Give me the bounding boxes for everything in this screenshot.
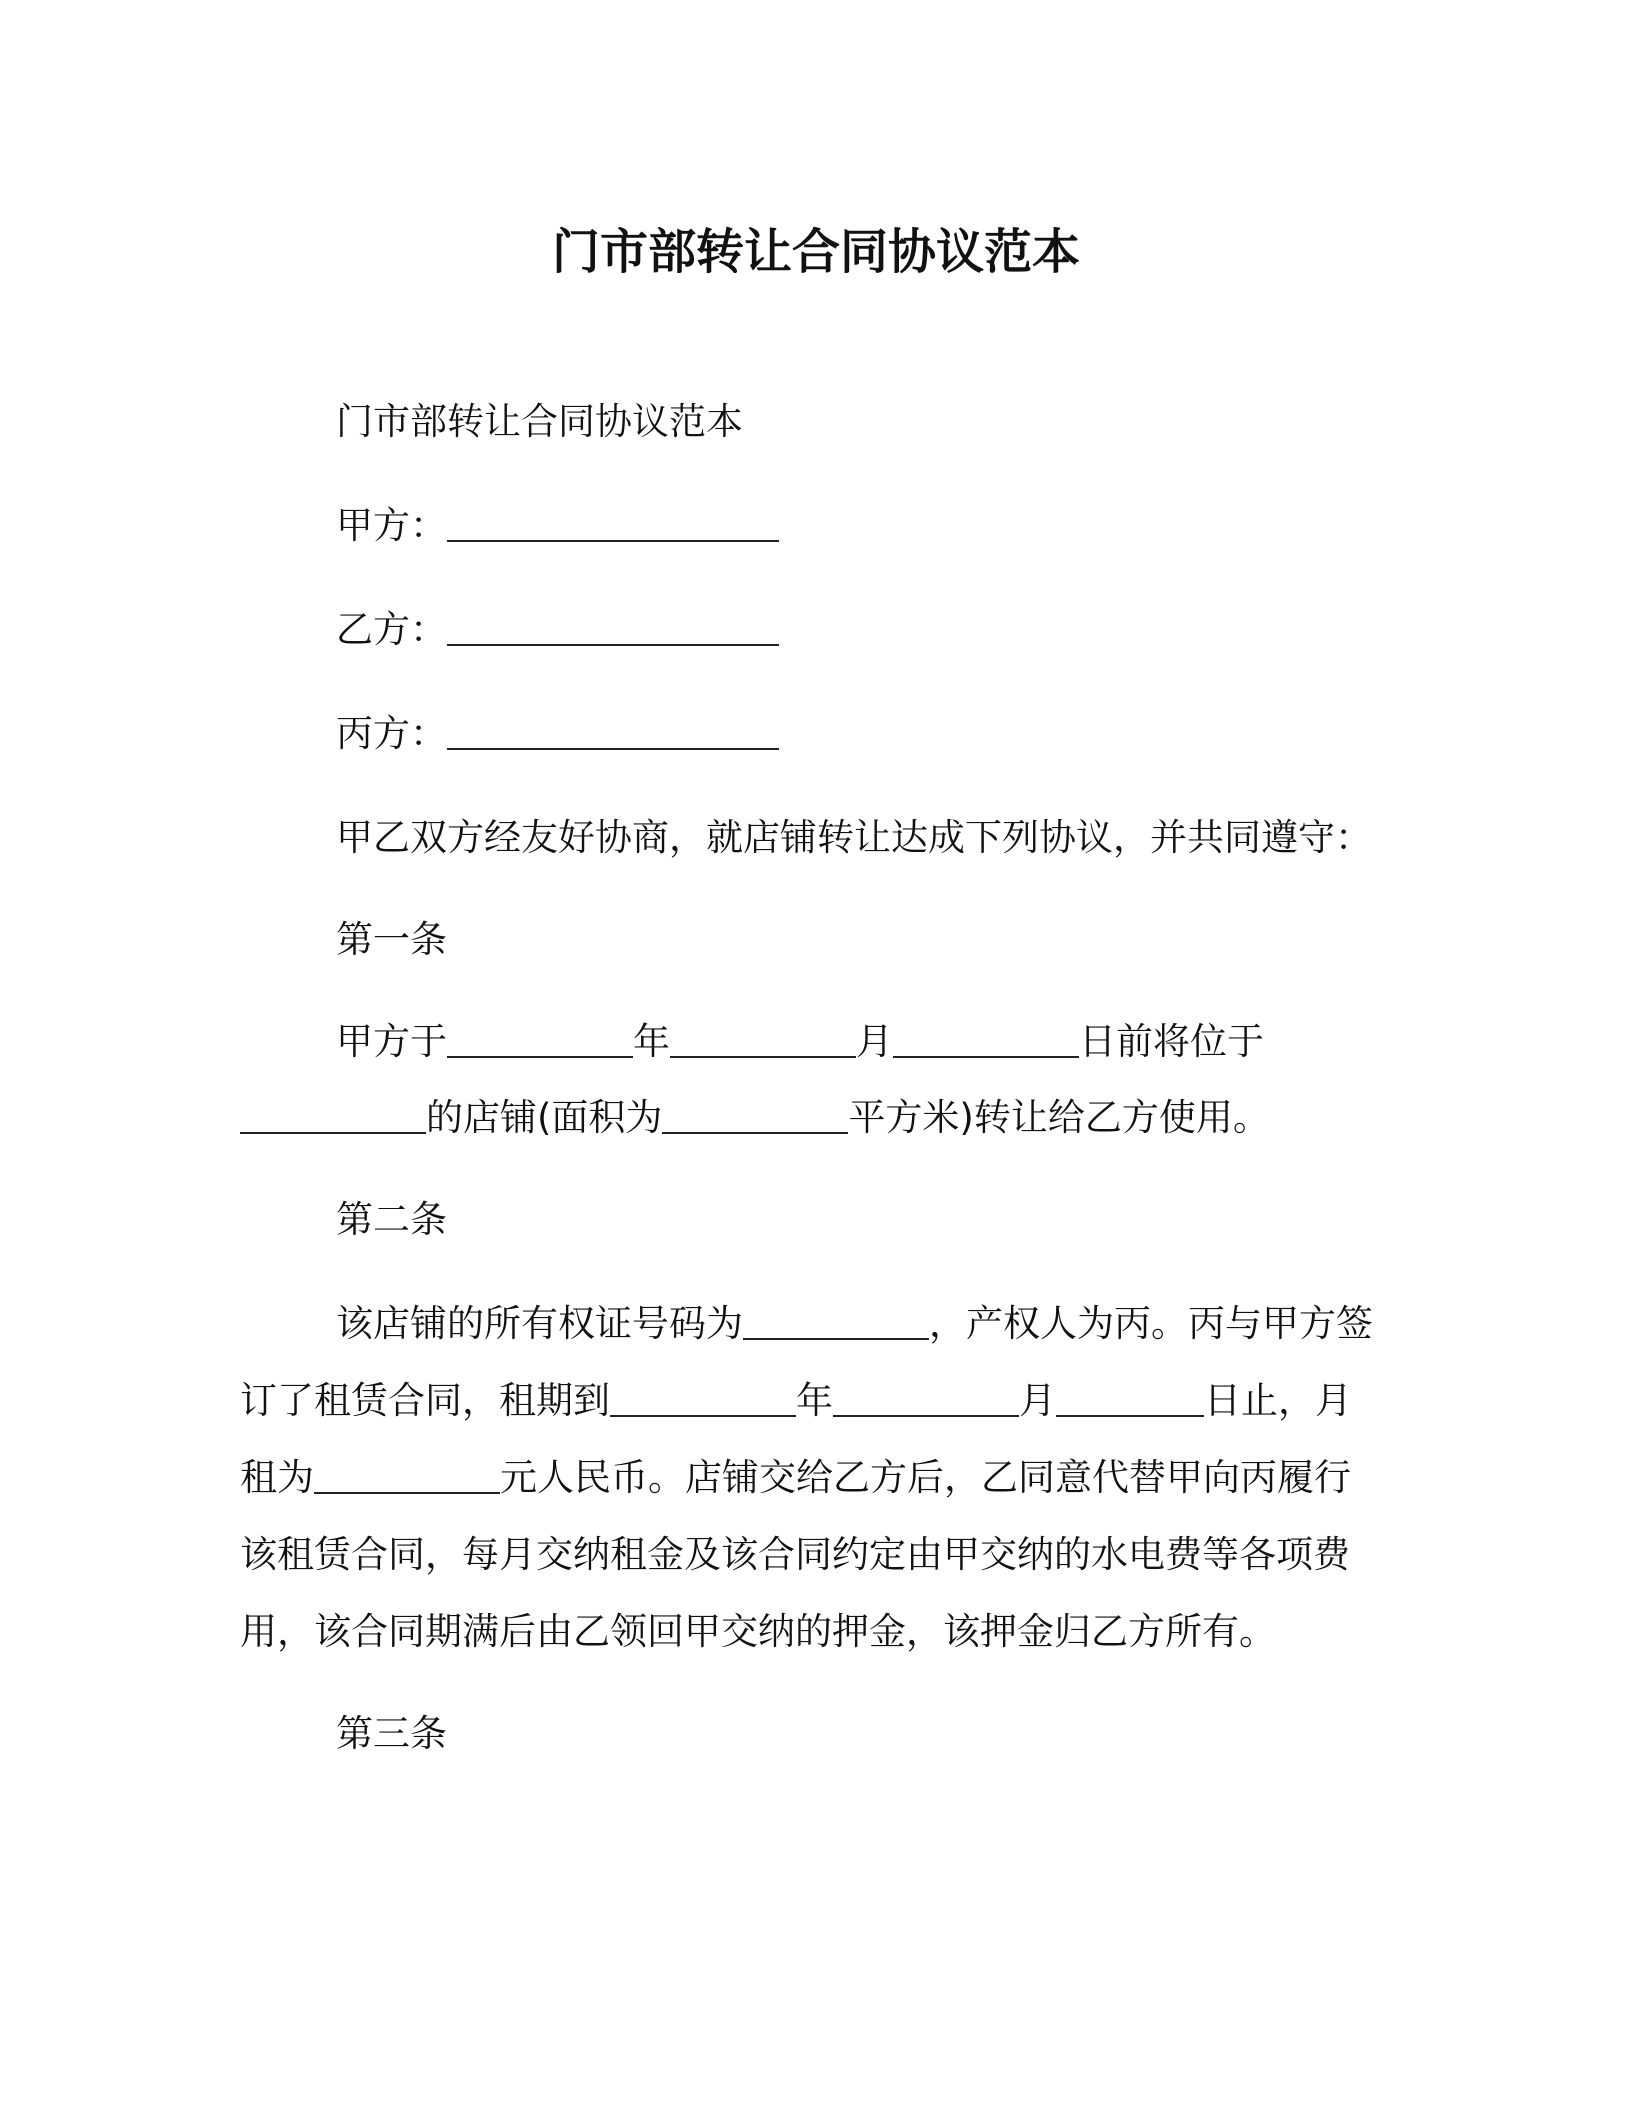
party-b-label: 乙方： bbox=[336, 608, 447, 651]
article-3-heading: 第三条 bbox=[336, 1712, 447, 1755]
rent-amount-blank bbox=[314, 1458, 500, 1494]
article-2-line-2 bbox=[240, 1377, 1352, 1425]
party-a-label: 甲方： bbox=[336, 504, 447, 547]
document-title: 门市部转让合同协议范本 bbox=[551, 224, 1080, 280]
article-2-text: 月 bbox=[1019, 1379, 1056, 1422]
location-blank bbox=[240, 1098, 426, 1134]
party-c-label: 丙方： bbox=[336, 712, 447, 755]
article-1-text: 月 bbox=[856, 1020, 893, 1063]
article-2-line-5: 用，该合同期满后由乙领回甲交纳的押金，该押金归乙方所有。 bbox=[240, 1610, 1276, 1653]
article-1-text: 年 bbox=[633, 1020, 670, 1063]
intro-paragraph: 甲乙双方经友好协商，就店铺转让达成下列协议，并共同遵守： bbox=[336, 816, 1372, 859]
article-2-text: ，产权人为丙。丙与甲方签 bbox=[929, 1302, 1373, 1345]
article-1-text: 日前将位于 bbox=[1079, 1020, 1264, 1063]
article-2-text: 日止，月 bbox=[1204, 1379, 1352, 1422]
lease-day-blank bbox=[1056, 1381, 1204, 1417]
article-2-text: 元人民币。店铺交给乙方后，乙同意代替甲向丙履行 bbox=[500, 1456, 1351, 1499]
article-2-text: 订了租赁合同，租期到 bbox=[240, 1379, 610, 1422]
certificate-number-blank bbox=[743, 1304, 929, 1340]
lease-month-blank bbox=[833, 1381, 1019, 1417]
party-a-line bbox=[336, 502, 779, 550]
party-c-blank bbox=[447, 714, 779, 750]
month-blank bbox=[670, 1022, 856, 1058]
article-1-text: 甲方于 bbox=[336, 1020, 447, 1063]
article-1-line-2 bbox=[240, 1094, 1270, 1142]
party-c-line bbox=[336, 710, 779, 758]
article-2-heading: 第二条 bbox=[336, 1198, 447, 1241]
day-blank bbox=[893, 1022, 1079, 1058]
lease-year-blank bbox=[610, 1381, 796, 1417]
article-2-line-3 bbox=[240, 1454, 1351, 1502]
article-1-heading: 第一条 bbox=[336, 918, 447, 961]
article-2-line-1 bbox=[336, 1300, 1373, 1348]
article-2-text: 该店铺的所有权证号码为 bbox=[336, 1302, 743, 1345]
article-1-line-1 bbox=[336, 1018, 1264, 1066]
party-b-line bbox=[336, 606, 779, 654]
document-subtitle: 门市部转让合同协议范本 bbox=[336, 400, 743, 443]
article-1-text: 平方米)转让给乙方使用。 bbox=[848, 1096, 1270, 1139]
article-2-text: 年 bbox=[796, 1379, 833, 1422]
article-2-line-4: 该租赁合同，每月交纳租金及该合同约定由甲交纳的水电费等各项费 bbox=[240, 1533, 1350, 1576]
article-1-text: 的店铺(面积为 bbox=[426, 1096, 663, 1139]
party-a-blank bbox=[447, 506, 779, 542]
year-blank bbox=[447, 1022, 633, 1058]
area-blank bbox=[662, 1098, 848, 1134]
party-b-blank bbox=[447, 610, 779, 646]
article-2-text: 租为 bbox=[240, 1456, 314, 1499]
